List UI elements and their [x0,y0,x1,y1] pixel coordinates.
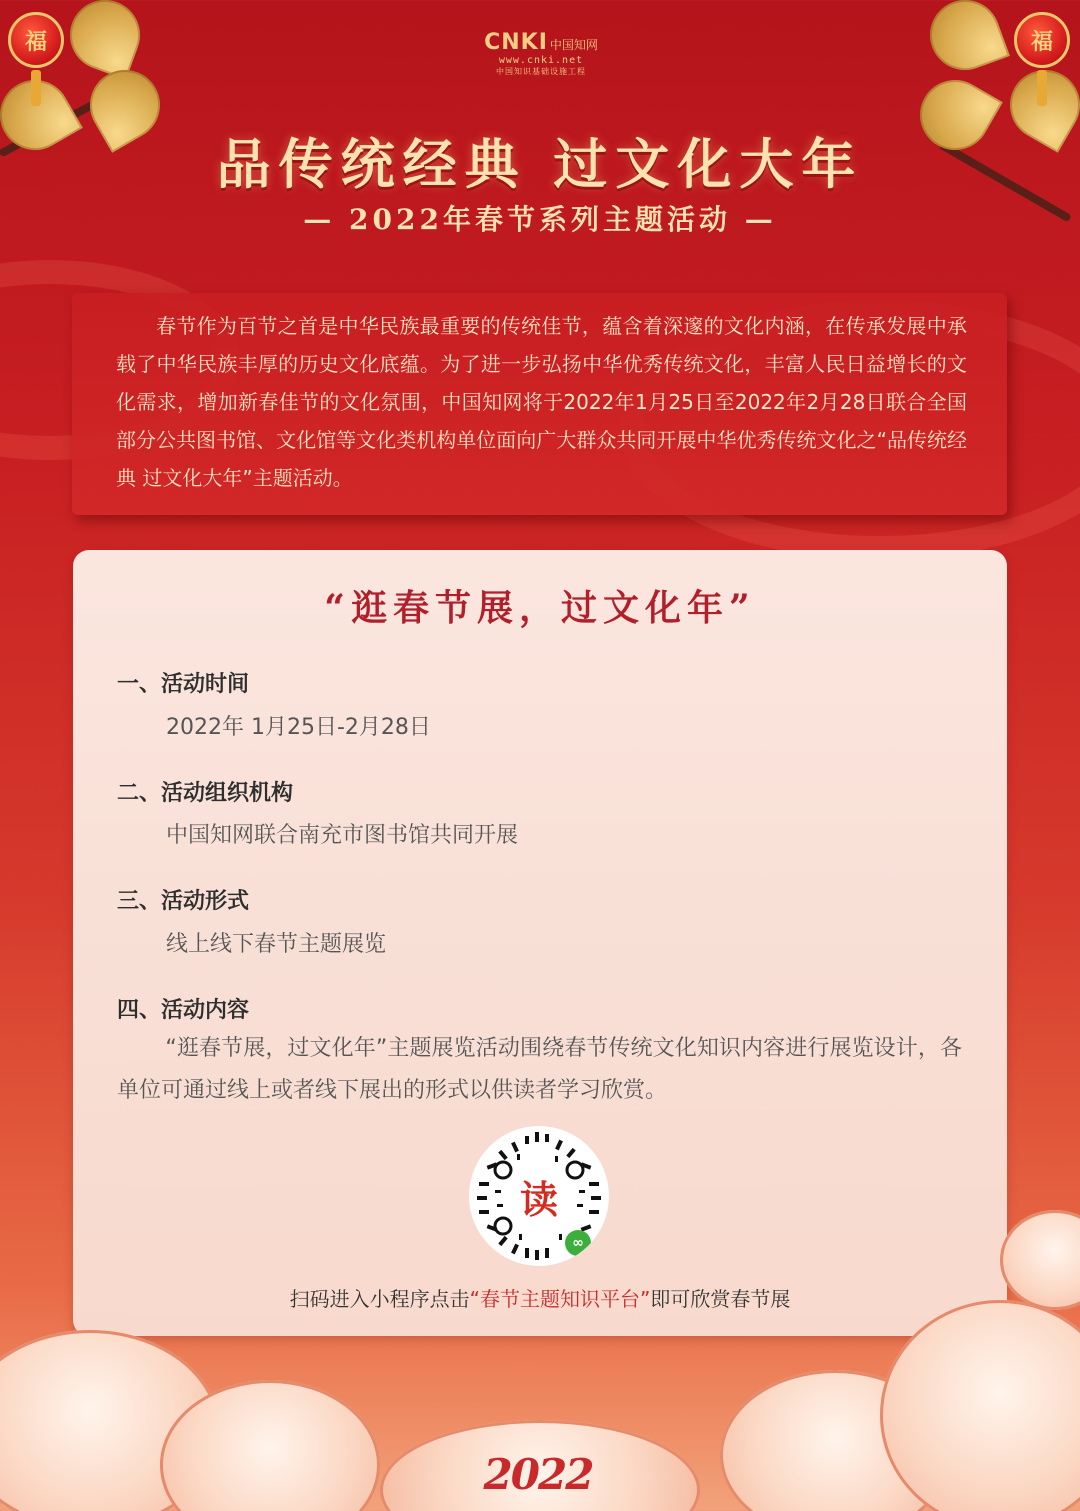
intro-panel [72,293,1007,515]
logo-tagline: 中国知识基础设施工程 [496,67,586,76]
page-title: 品传统经典 过文化大年 [216,132,864,196]
lantern-tassel [1037,70,1047,106]
card-title [316,580,763,631]
intro-text: 春节作为百节之首是中华民族最重要的传统佳节，蕴含着深邃的文化内涵，在传承发展中承载了中华民族丰厚的历史文化底蕴。为了进一步弘扬中华优秀传统文化，丰富人民日益增长的文化需求，增加新春佳节的文化氛围，中国知网将于2022年1月25日至2022年2月28日联合全国部分公共图书馆、文化馆等文化类机构单位面向广大群众共同开展中华优秀传统文化之“品传统经典 过文化大年”主题活动。 [116,314,967,490]
year-2022-mark: 2022 [483,1450,593,1499]
logo-brand-cn: 中国知网 [549,38,598,52]
cnki-logo [474,30,608,78]
scan-suffix: 即可欣赏春节展 [650,1287,791,1311]
event-info-card [73,550,1007,1336]
logo-url: www.cnki.net [498,55,584,66]
card-title-wrap [73,580,1007,631]
golden-fan-icon [920,0,1010,80]
section-head-format: 三、活动形式 [117,889,250,914]
mini-program-icon: ∞ [565,1230,591,1256]
section-body-time: 2022年 1月25日-2月28日 [166,715,431,740]
fu-lantern-icon: 福 [1014,12,1070,68]
golden-fan-icon [60,0,150,80]
section-head-content: 四、活动内容 [117,998,250,1023]
card-title-text: “逛春节展，过文化年” [324,587,756,629]
fu-lantern-icon: 福 [8,12,64,68]
read-logo-icon: 读 [509,1166,569,1226]
section-head-time: 一、活动时间 [117,672,250,697]
section-body-organizer: 中国知网联合南充市图书馆共同开展 [166,823,519,848]
logo-brand: CNKI [484,30,548,55]
section-body-format: 线上线下春节主题展览 [166,932,387,957]
cloud-decoration [1000,1210,1080,1310]
mini-program-qr-code[interactable] [469,1126,609,1266]
scan-instruction [73,1283,1007,1312]
lantern-tassel [31,70,41,106]
page-subtitle: — 2022年春节系列主题活动 — [303,203,777,236]
scan-prefix: 扫码进入小程序点击 [289,1287,470,1311]
section-head-organizer: 二、活动组织机构 [117,781,294,806]
section-body-content: “逛春节展，过文化年”主题展览活动围绕春节传统文化知识内容进行展览设计，各单位可通过线上或者线下展出的形式以供读者学习欣赏。 [117,1036,962,1103]
scan-highlight: “春节主题知识平台” [469,1287,651,1311]
